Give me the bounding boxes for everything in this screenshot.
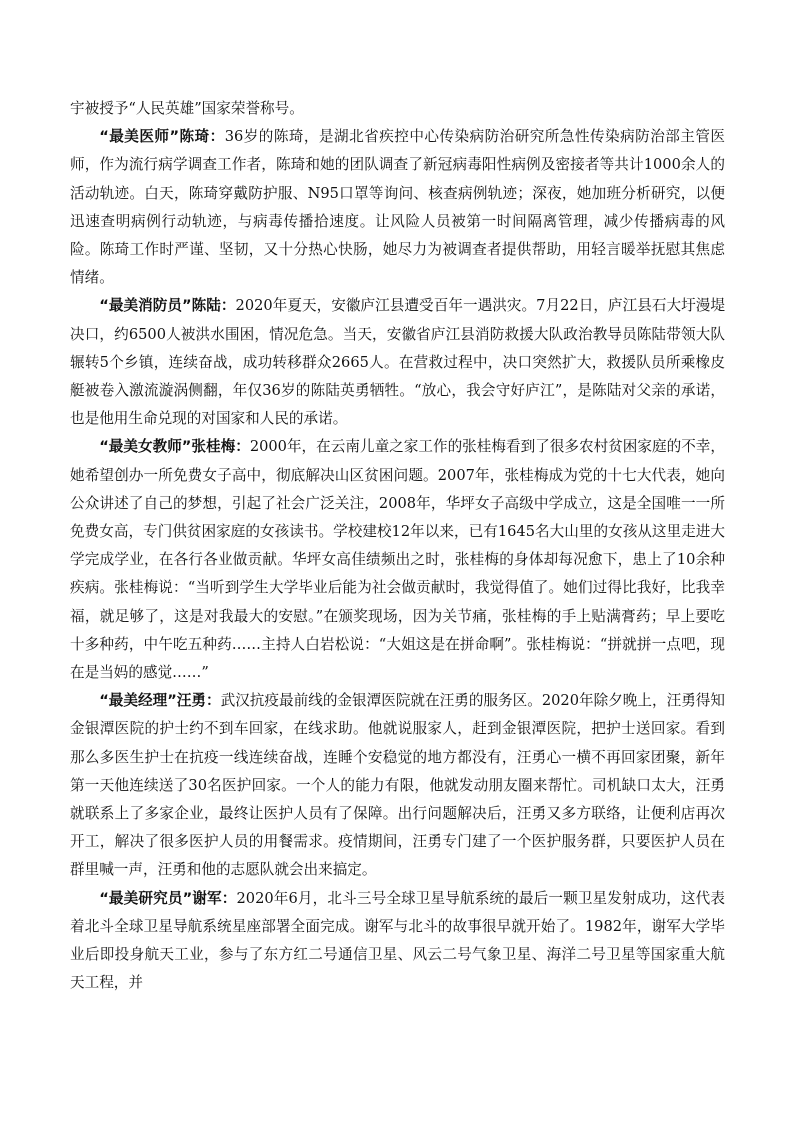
paragraph-text: 宇被授予“人民英雄”国家荣誉称号。 <box>70 100 304 117</box>
paragraph-lead: “最美女教师”张桂梅： <box>99 438 250 456</box>
paragraph-chen-lu <box>70 292 725 433</box>
paragraph-lead: “最美研究员”谢军： <box>99 889 237 907</box>
paragraph-text: 2020年6月，北斗三号全球卫星导航系统的最后一颗卫星发射成功，这代表着北斗全球卫星导航系统星座部署全面完成。谢军与北斗的故事很早就开始了。1982年，谢军大学毕业后即投身航天工业，参与了东方红二号通信卫星、风云二号气象卫星、海洋二号卫星等国家重大航天工程，并 <box>70 889 725 992</box>
paragraph-text: 武汉抗疫最前线的金银潭医院就在汪勇的服务区。2020年除夕晚上，汪勇得知金银潭医院的护士约不到车回家，在线求助。他就说服家人，赶到金银潭医院，把护士送回家。看到那么多医生护士在抗疫一线连续奋战，连睡个安稳觉的地方都没有，汪勇心一横不再回家团聚，新年第一天他连续送了30名医护回家。一个人的能力有限，他就发动朋友圈来帮忙。司机缺口太大，汪勇就联系上了多家企业，最终让医护人员有了保障。出行问题解决后，汪勇又多方联络，让便利店再次开工，解决了很多医护人员的用餐需求。疫情期间，汪勇专门建了一个医护服务群，只要医护人员在群里喊一声，汪勇和他的志愿队就会出来搞定。 <box>70 692 725 879</box>
paragraph-wang-yong <box>70 687 725 884</box>
paragraph-chen-qi <box>70 123 725 292</box>
paragraph-lead: “最美医师”陈琦： <box>99 128 225 146</box>
paragraph-text: 36岁的陈琦，是湖北省疾控中心传染病防治研究所急性传染病防治部主管医师，作为流行病学调查工作者，陈琦和她的团队调查了新冠病毒阳性病例及密接者等共计1000余人的活动轨迹。白天，陈琦穿戴防护服、N95口罩等询问、核查病例轨迹；深夜，她加班分析研究，以便迅速查明病例行动轨迹，与病毒传播拾速度。让风险人员被第一时间隔离管理，减少传播病毒的风险。陈琦工作时严谨、坚韧，又十分热心快肠，她尽力为被调查者提供帮助，用轻言暖举抚慰其焦虑情绪。 <box>70 128 726 287</box>
paragraph-lead: “最美经理”汪勇： <box>99 692 221 710</box>
paragraph-text: 2000年，在云南儿童之家工作的张桂梅看到了很多农村贫困家庭的不幸，她希望创办一所免费女子高中，彻底解决山区贫困问题。2007年，张桂梅成为党的十七大代表，她向公众讲述了自己的梦想，引起了社会广泛关注，2008年，华坪女子高级中学成立，这是全国唯一一所免费女高，专门供贫困家庭的女孩读书。学校建校12年以来，已有1645名大山里的女孩从这里走进大学完成学业，在各行各业做贡献。华坪女高佳绩频出之时，张桂梅的身体却每况愈下，患上了10余种疾病。张桂梅说：“当听到学生大学毕业后能为社会做贡献时，我觉得值了。她们过得比我好，比我幸福，就足够了，这是对我最大的安慰。”在颁奖现场，因为关节痛，张桂梅的手上贴满膏药；早上要吃十多种药，中午吃五种药……主持人白岩松说：“大姐这是在拼命啊”。张桂梅说：“拼就拼一点吧，现在是当妈的感觉……” <box>70 438 725 682</box>
paragraph-text: 2020年夏天，安徽庐江县遭受百年一遇洪灾。7月22日，庐江县石大圩漫堤决口，约6500人被洪水围困，情况危急。当天，安徽省庐江县消防救援大队政治教导员陈陆带领大队辗转5个乡镇，连续奋战，成功转移群众2665人。在营救过程中，决口突然扩大，救援队员所乘橡皮艇被卷入激流漩涡侧翻，年仅36岁的陈陆英勇牺牲。“放心，我会守好庐江”，是陈陆对父亲的承诺，也是他用生命兑现的对国家和人民的承诺。 <box>70 297 725 428</box>
paragraph-intro-continued <box>70 95 725 123</box>
paragraph-lead: “最美消防员”陈陆： <box>99 297 236 315</box>
document-body <box>70 95 725 998</box>
paragraph-xie-jun <box>70 885 725 998</box>
paragraph-zhang-guimei <box>70 433 725 687</box>
